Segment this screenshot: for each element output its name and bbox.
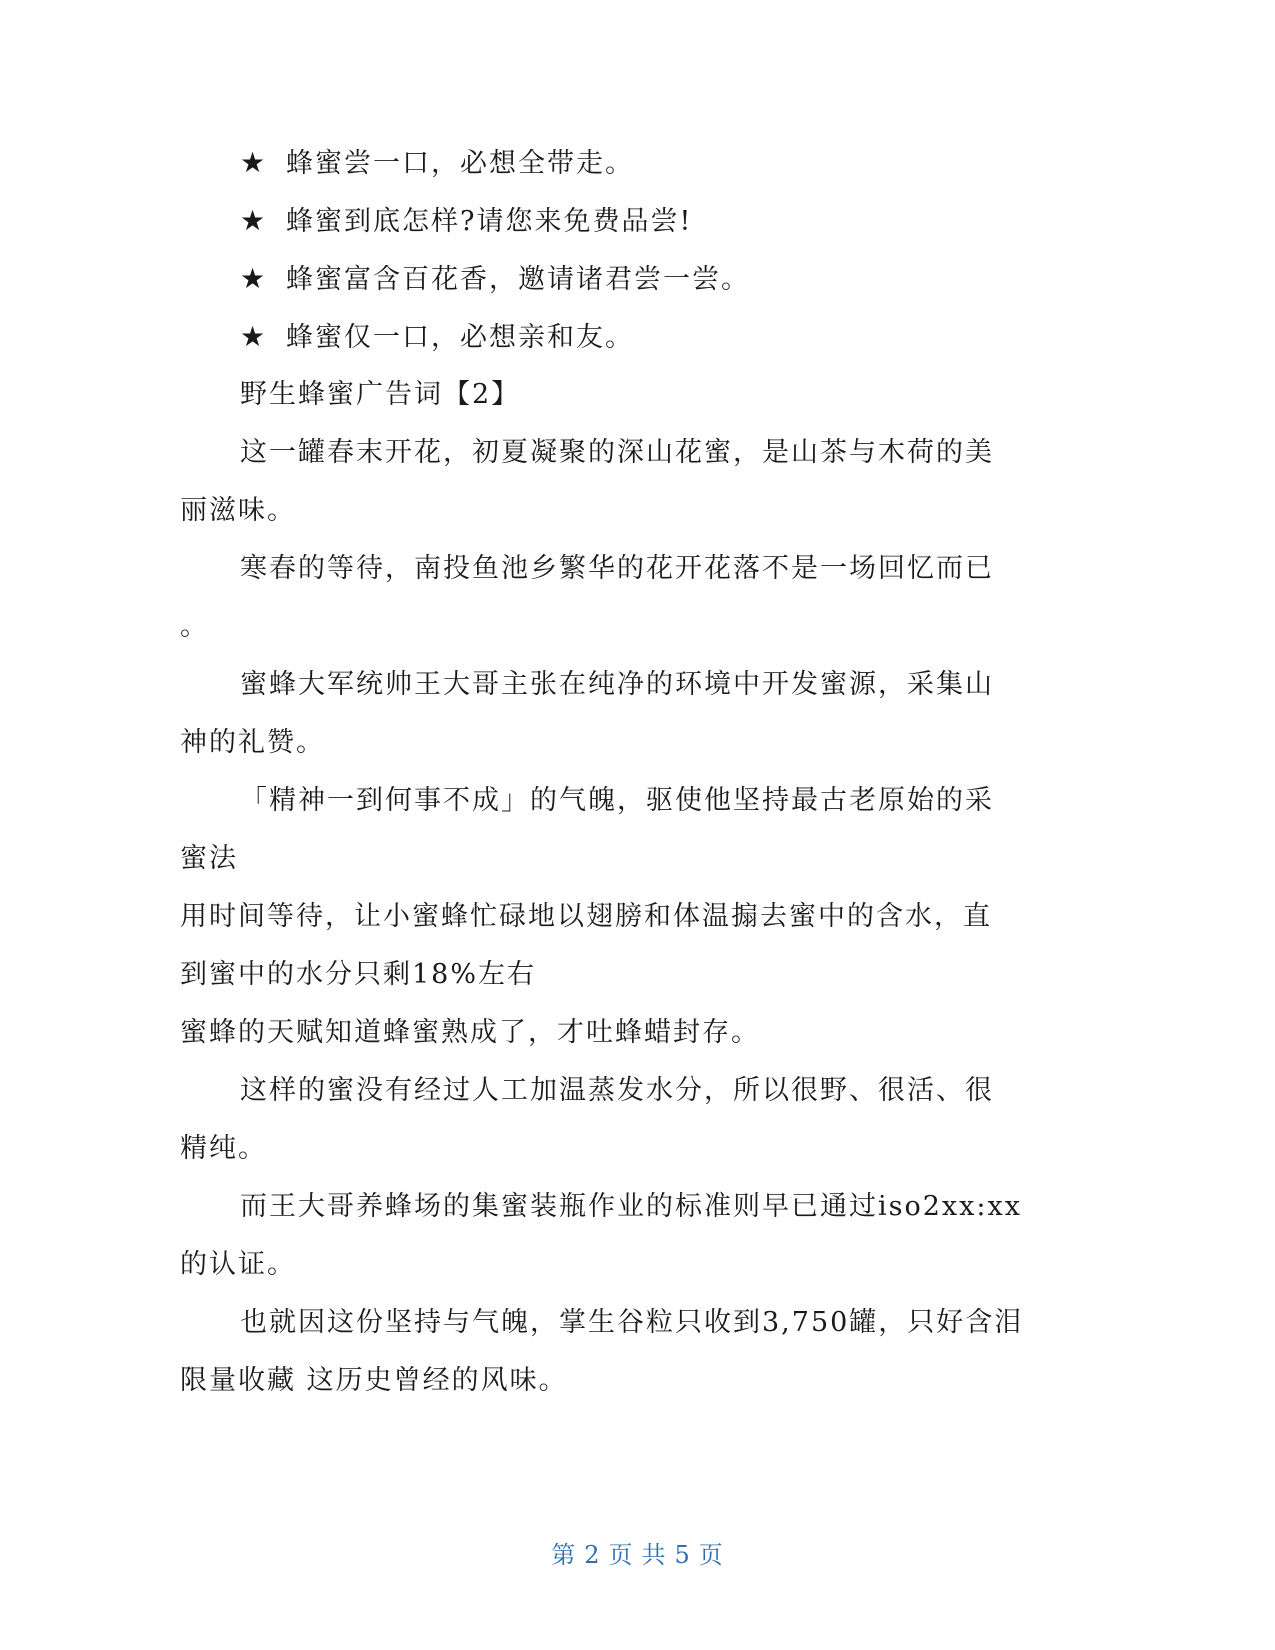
bullet-line-2: [240, 201, 692, 242]
paragraph-line: 的认证。: [180, 1249, 296, 1280]
bullet-text: 蜂蜜富含百花香，邀请诸君尝一尝。: [286, 264, 750, 295]
paragraph-line: 而王大哥养蜂场的集蜜装瓶作业的标准则早已通过iso2xx:xx: [240, 1191, 1022, 1222]
paragraph-line: 。: [180, 611, 209, 642]
paragraph-line: 这样的蜜没有经过人工加温蒸发水分，所以很野、很活、很: [240, 1075, 994, 1106]
paragraph-line: 蜜蜂的天赋知道蜂蜜熟成了，才吐蜂蜡封存。: [180, 1017, 760, 1048]
paragraph-line: 用时间等待，让小蜜蜂忙碌地以翅膀和体温搧去蜜中的含水，直: [180, 901, 992, 932]
paragraph-line: 到蜜中的水分只剩18%左右: [180, 959, 537, 990]
star-icon: ★: [240, 204, 268, 237]
bullet-line-3: [240, 259, 750, 300]
bullet-line-4: [240, 317, 634, 358]
paragraph-line: 丽滋味。: [180, 495, 296, 526]
paragraph-line: 限量收藏 这历史曾经的风味。: [180, 1365, 568, 1396]
bullet-text: 蜂蜜到底怎样?请您来免费品尝!: [286, 206, 693, 237]
total-label: 共: [641, 1541, 667, 1569]
total-unit: 页: [698, 1541, 724, 1569]
total-pages-number: 5: [674, 1541, 691, 1569]
page-footer: [0, 1535, 1275, 1570]
section-title: 野生蜂蜜广告词【2】: [240, 379, 521, 410]
star-icon: ★: [240, 146, 268, 179]
paragraph-line: 神的礼赞。: [180, 727, 325, 758]
current-page-number: 2: [584, 1541, 601, 1569]
paragraph-line: 这一罐春末开花，初夏凝聚的深山花蜜，是山茶与木荷的美: [240, 437, 994, 468]
paragraph-line: 蜜蜂大军统帅王大哥主张在纯净的环境中开发蜜源，采集山: [240, 669, 994, 700]
bullet-line-1: [240, 143, 634, 184]
paragraph-line: 「精神一到何事不成」的气魄，驱使他坚持最古老原始的采: [240, 785, 994, 816]
star-icon: ★: [240, 320, 268, 353]
bullet-text: 蜂蜜仅一口，必想亲和友。: [286, 322, 634, 353]
bullet-text: 蜂蜜尝一口，必想全带走。: [286, 148, 634, 179]
paragraph-line: 寒春的等待，南投鱼池乡繁华的花开花落不是一场回忆而已: [240, 553, 994, 584]
star-icon: ★: [240, 262, 268, 295]
paragraph-line: 精纯。: [180, 1133, 267, 1164]
page-label: 第: [551, 1541, 577, 1569]
page-unit: 页: [608, 1541, 634, 1569]
paragraph-line: 也就因这份坚持与气魄，掌生谷粒只收到3,750罐，只好含泪: [240, 1307, 1024, 1338]
paragraph-line: 蜜法: [180, 843, 238, 874]
